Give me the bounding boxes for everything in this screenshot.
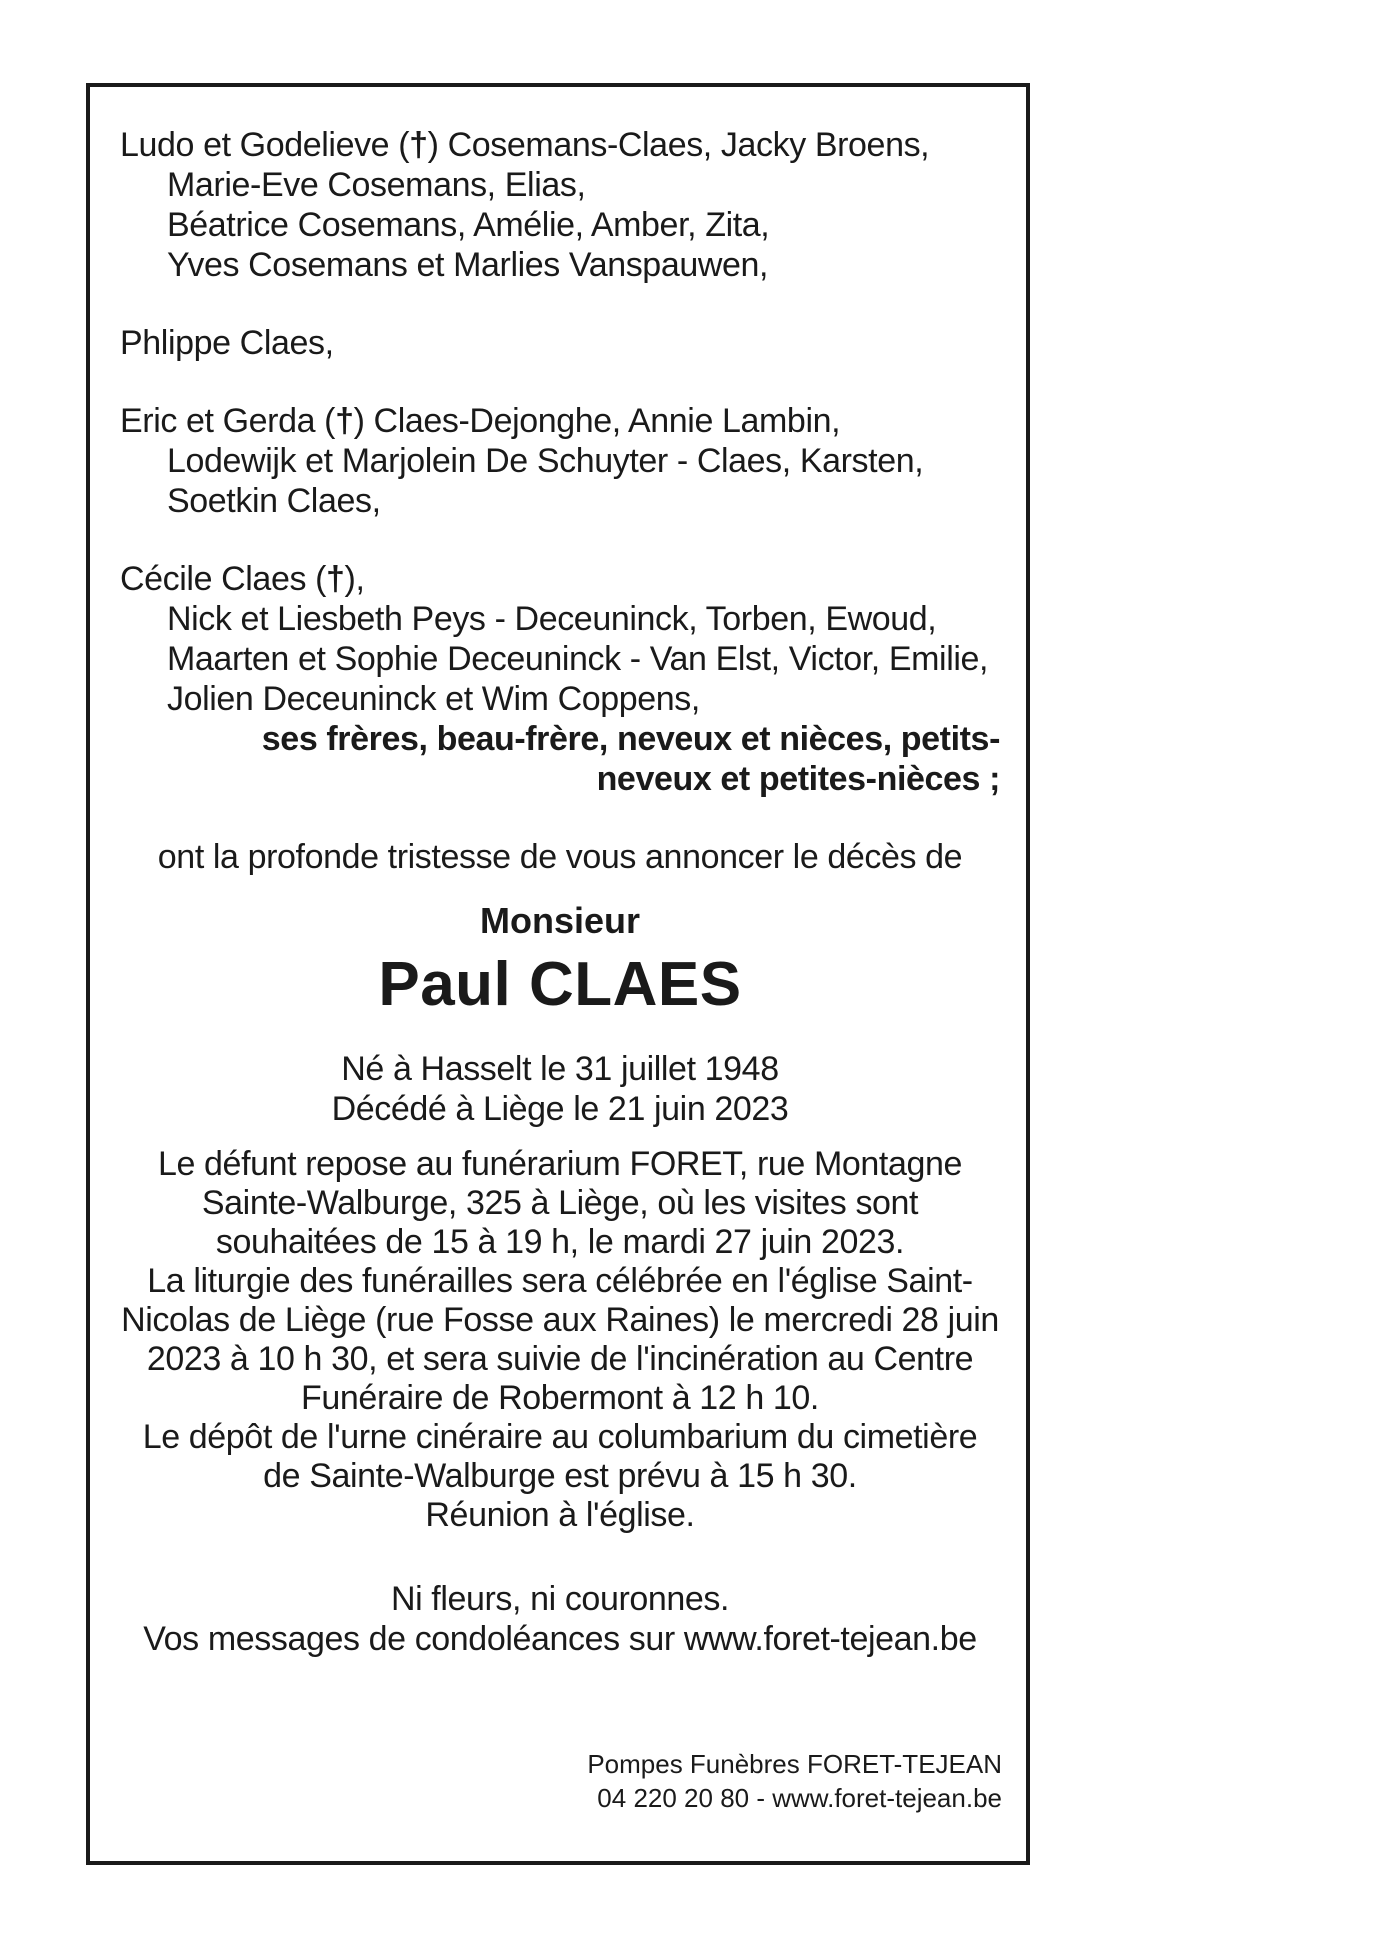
family-text: ) Cosemans-Claes, Jacky Broens, xyxy=(427,126,930,164)
family-line xyxy=(120,125,1000,165)
family-line: Lodewijk et Marjolein De Schuyter - Claes, Karsten, xyxy=(167,442,924,480)
family-text: Cécile Claes ( xyxy=(120,560,327,598)
details-line: souhaitées de 15 à 19 h, le mardi 27 juin 2023. xyxy=(215,1223,905,1261)
funeral-details xyxy=(120,1145,1000,1535)
details-line: Le défunt repose au funérarium FORET, rue Montagne xyxy=(157,1145,963,1183)
family-line: Béatrice Cosemans, Amélie, Amber, Zita, xyxy=(167,206,770,244)
details-line: 2023 à 10 h 30, et sera suivie de l'incinération au Centre xyxy=(146,1340,974,1378)
family-text: ) Claes-Dejonghe, Annie Lambin, xyxy=(353,402,841,440)
no-flowers-line: Ni fleurs, ni couronnes. xyxy=(390,1580,730,1618)
birth-line: Né à Hasselt le 31 juillet 1948 xyxy=(341,1050,779,1088)
obituary-frame xyxy=(86,83,1030,1865)
cross-icon: † xyxy=(326,560,345,598)
family-text: Eric et Gerda ( xyxy=(120,402,336,440)
details-line: de Sainte-Walburge est prévu à 15 h 30. xyxy=(263,1457,857,1495)
closing-notes xyxy=(120,1579,1000,1659)
cross-icon: † xyxy=(409,126,428,164)
family-group-cecile xyxy=(120,559,1000,799)
relationship-line: ses frères, beau-frère, neveux et nièces, petits- xyxy=(261,720,1000,758)
funeral-home-contact: 04 220 20 80 - www.foret-tejean.be xyxy=(597,1783,1002,1813)
obituary-content xyxy=(120,125,1000,1659)
family-line: Phlippe Claes, xyxy=(120,324,334,362)
funeral-home-footer xyxy=(587,1747,1002,1815)
details-line: Nicolas de Liège (rue Fosse aux Raines) le mercredi 28 juin xyxy=(121,1301,999,1339)
family-line: Marie-Eve Cosemans, Elias, xyxy=(167,166,586,204)
funeral-home-name: Pompes Funèbres FORET-TEJEAN xyxy=(587,1749,1002,1779)
details-line: Sainte-Walburge, 325 à Liège, où les visites sont xyxy=(201,1184,919,1222)
deceased-name: Paul CLAES xyxy=(378,950,742,1019)
details-line: Funéraire de Robermont à 12 h 10. xyxy=(301,1379,819,1417)
family-line: Soetkin Claes, xyxy=(167,482,381,520)
details-line: La liturgie des funérailles sera célébrée en l'église Saint- xyxy=(147,1262,973,1300)
family-group-cosemans xyxy=(120,125,1000,285)
honorific-title: Monsieur xyxy=(479,900,640,941)
family-line xyxy=(120,401,1000,441)
family-line xyxy=(120,559,1000,599)
life-dates xyxy=(120,1049,1000,1129)
family-line: Yves Cosemans et Marlies Vanspauwen, xyxy=(167,246,769,284)
family-group-eric xyxy=(120,401,1000,521)
family-line: Nick et Liesbeth Peys - Deceuninck, Torben, Ewoud, xyxy=(167,600,937,638)
details-line: Réunion à l'église. xyxy=(425,1496,695,1534)
details-line: Le dépôt de l'urne cinéraire au columbarium du cimetière xyxy=(142,1418,978,1456)
family-line: Jolien Deceuninck et Wim Coppens, xyxy=(167,680,700,718)
death-line: Décédé à Liège le 21 juin 2023 xyxy=(331,1090,789,1128)
family-group-philippe xyxy=(120,323,1000,363)
cross-icon: † xyxy=(335,402,354,440)
family-text: Ludo et Godelieve ( xyxy=(120,126,410,164)
family-line: Maarten et Sophie Deceuninck - Van Elst, Victor, Emilie, xyxy=(167,640,989,678)
family-text: ), xyxy=(344,560,365,598)
announcement-text: ont la profonde tristesse de vous annoncer le décès de xyxy=(157,838,963,876)
condolences-line: Vos messages de condoléances sur www.foret-tejean.be xyxy=(143,1620,977,1658)
relationship-line: neveux et petites-nièces ; xyxy=(596,760,1000,798)
